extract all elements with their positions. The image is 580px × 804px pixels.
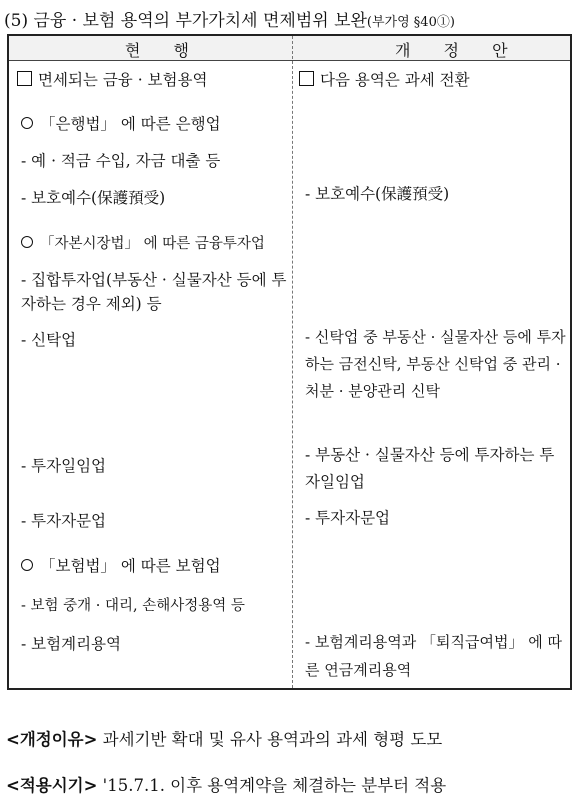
right-item: - 투자자문업 [305,509,391,527]
left-section-capital: 「자본시장법」 에 따른 금융투자업 [21,232,265,256]
comparison-table [7,34,572,690]
left-item: - 보험계리용역 [21,635,122,653]
right-item: - 보호예수(保護預受) [305,185,450,203]
revision-reason [6,726,442,750]
bullet-circle-icon [21,236,33,248]
section-title-main: (5) 금융 · 보험 용역의 부가가치세 면제범위 보완 [4,11,367,31]
checkbox-icon [299,71,314,86]
header-revised: 개 정 안 [395,41,522,60]
left-item: - 보험 중개 · 대리, 손해사정용역 등 [21,598,245,614]
table-header [9,36,570,61]
section-title-ref: (부가영 §40①) [366,15,455,30]
bullet-circle-icon [21,559,33,571]
date-label: <적용시기> [6,776,98,795]
left-item: - 보호예수(保護預受) [21,189,166,207]
column-divider [292,36,293,688]
reason-label: <개정이유> [6,730,98,749]
left-item: - 예 · 적금 수입, 자금 대출 등 [21,152,221,170]
effective-date [6,772,446,796]
left-item: - 투자일임업 [21,457,107,475]
left-item: - 투자자문업 [21,512,107,530]
right-heading: 다음 용역은 과세 전환 [299,68,470,92]
section-title [4,6,455,31]
right-item: - 보험계리용역과 「퇴직급여법」 에 따른 연금계리용역 [305,633,563,679]
left-item: - 신탁업 [21,331,77,349]
checkbox-icon [17,71,32,86]
left-section-bank: 「은행법」 에 따른 은행업 [21,112,221,136]
reason-text: 과세기반 확대 및 유사 용역과의 과세 형평 도모 [102,730,443,749]
left-section-insurance: 「보험법」 에 따른 보험업 [21,554,221,578]
left-heading: 면세되는 금융 · 보험용역 [17,68,207,92]
right-item: - 신탁업 중 부동산 · 실물자산 등에 투자하는 금전신탁, 부동산 신탁업 중 관리 · 처분 · 분양관리 신탁 [305,328,566,400]
left-item: - 집합투자업(부동산 · 실물자산 등에 투자하는 경우 제외) 등 [21,271,287,313]
header-current: 현 행 [125,41,203,60]
date-text: '15.7.1. 이후 용역계약을 체결하는 분부터 적용 [102,776,447,795]
right-item: - 부동산 · 실물자산 등에 투자하는 투자일임업 [305,446,555,491]
bullet-circle-icon [21,117,33,129]
